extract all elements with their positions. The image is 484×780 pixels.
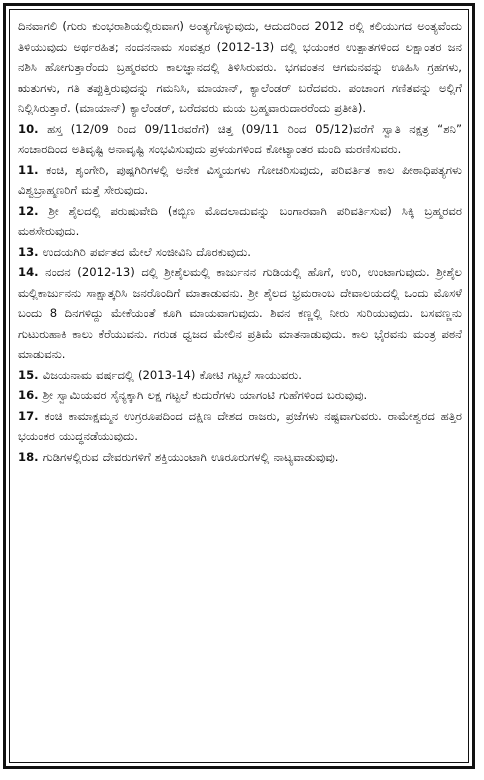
paragraph-item-12: [18, 201, 462, 242]
paragraph-text: ದಿನವಾಗಲಿ (ಗುರು ಕುಂಭರಾಶಿಯಲ್ಲಿರುವಾಗ) ಅಂತ್ಯಗೊಳ್ಳುವುದು, ಆದುದರಿಂದ 2012 ರಲ್ಲಿ ಕಲಿಯುಗದ ಅಂತ್ಯವೆಂದು ತಿಳಿಯುವುದು ಅರ್ಥರಹಿತ; ನಂದನನಾಮ ಸಂವತ್ಸರ (2012-13) ದಲ್ಲಿ ಭಯಂಕರ ಉತ್ಪಾತಗಳಿಂದ ಲಕ್ಷಾಂತರ ಜನ ನಶಿಸಿ ಹೋಗುತ್ತಾರೆಂದು ಬ್ರಹ್ಮರವರು ಕಾಲಜ್ಞಾನದಲ್ಲಿ ತಿಳಿಸಿರುವರು. ಭಗವಂತನ ಆಗಮನವನ್ನು ಊಹಿಸಿ ಗ್ರಹಗಳು, ಋತುಗಳು, ಗತಿ ತಪ್ಪುತ್ತಿರುವುದನ್ನು ಗಮನಿಸಿ, ಮಾಯಾನ್, ಕ್ಯಾಲೆಂಡರ್ ಬರೆದವರು. ಪಂಚಾಂಗ ಗಣಿತವನ್ನು ಅಲ್ಲಿಗೆ ನಿಲ್ಲಿಸಿರುತ್ತಾರೆ. (ಮಾಯಾನ್) ಕ್ಯಾಲೆಂಡರ್, ಬರೆದವರು ಮಯ ಬ್ರಹ್ಮವಾರುದಾರರೆಂದು ಪ್ರತೀತಿ).: [18, 19, 462, 115]
paragraph-item-18: [18, 447, 462, 468]
paragraph-text: ಶ್ರೀ ಶೈಲದಲ್ಲಿ ಪರುಷುವೇದಿ (ಕಬ್ಬಿಣ ಮೊದಲಾದುವನ್ನು ಬಂಗಾರವಾಗಿ ಪರಿವರ್ತಿಸುವ) ಸಿಕ್ಕಿ ಬ್ರಹ್ಮರವರ ಮಠಸೇರುವುದು.: [18, 203, 462, 238]
paragraph-text: ಉದಯಗಿರಿ ಪರ್ವತದ ಮೇಲೆ ಸಂಜೀವಿನಿ ದೊರಕುವುದು.: [42, 244, 251, 259]
item-number: 14.: [18, 265, 39, 279]
item-number: 12.: [18, 203, 39, 218]
paragraph-text: ಹಸ್ತ (12/09 ರಿಂದ 09/11ರವರೆಗೆ) ಚಿತ್ತ (09/11 ರಿಂದ 05/12)ವರೆಗೆ ಸ್ವಾತಿ ನಕ್ಷತ್ರ “ಶನಿ” ಸಂಚಾರದಿಂದ ಅತಿವೃಷ್ಟಿ ಅನಾವೃಷ್ಟಿ ಸಂಭವಿಸುವುದು ಪ್ರಳಯಗಳಿಂದ ಕೋಟ್ಯಾಂತರ ಮಂದಿ ಮರಣಿಸುವರು.: [18, 121, 462, 156]
paragraph-text: ಕಂಚಿ, ಶೃಂಗೇರಿ, ಪುಷ್ಪಗಿರಿಗಳಲ್ಲಿ ಅನೇಕ ವಿಸ್ಮಯಗಳು ಗೋಚರಿಸುವುದು, ಪರಿವರ್ತಿತ ಕಾಲ ಪೀಠಾಧಿಪತ್ಯಗಳು ವಿಶ್ವಬ್ರಾಹ್ಮಣರಿಗೆ ಮತ್ತೆ ಸೇರುವುದು.: [18, 162, 462, 197]
paragraph-text: ಗುಡಿಗಳಲ್ಲಿರುವ ದೇವರುಗಳಿಗೆ ಶಕ್ತಿಯುಂಟಾಗಿ ಊರೂರುಗಳಲ್ಲಿ ನಾಟ್ಯವಾಡುವುವು.: [42, 449, 339, 464]
item-number: 18.: [18, 449, 39, 464]
paragraph-item-15: [18, 365, 462, 386]
paragraph-text: ವಿಜಯನಾಮ ವರ್ಷದಲ್ಲಿ (2013-14) ಕೋಟಿ ಗಟ್ಟಲೆ ಸಾಯುವರು.: [42, 367, 302, 382]
item-number: 17.: [18, 408, 39, 423]
paragraph-continuation: [18, 16, 462, 119]
paragraph-item-11: [18, 160, 462, 201]
item-number: 10.: [18, 121, 39, 136]
item-number: 13.: [18, 244, 39, 259]
paragraph-item-14: [18, 262, 462, 365]
paragraph-text: ಶ್ರೀ ಸ್ವಾಮಿಯವರ ಸೈನ್ಯಕ್ಕಾಗಿ ಲಕ್ಷ ಗಟ್ಟಲೆ ಕುದುರೆಗಳು ಯಾಗಂಟಿ ಗುಹೆಗಳಿಂದ ಬರುವುವು.: [42, 388, 368, 402]
paragraph-item-10: [18, 119, 462, 160]
document-body: [18, 16, 462, 467]
paragraph-text: ನಂದನ (2012-13) ದಲ್ಲಿ ಶ್ರೀಶೈಲಮಲ್ಲಿ ಕಾರ್ಜುನನ ಗುಡಿಯಲ್ಲಿ ಹೊಗೆ, ಉರಿ, ಉಂಟಾಗುವುದು. ಶ್ರೀಶೈಲ ಮಲ್ಲಿಕಾರ್ಜುನನು ಸಾಕ್ಷಾತ್ಕರಿಸಿ ಜನರೊಂದಿಗೆ ಮಾತಾಡುವನು. ಶ್ರೀ ಶೈಲದ ಭ್ರಮರಾಂಬ ದೇವಾಲಯದಲ್ಲಿ ಒಂದು ಮೊಸಳೆ ಬಂದು 8 ದಿನಗಳಿದ್ದು ಮೇಕೆಯಂತೆ ಕೂಗಿ ಮಾಯವಾಗುವುದು. ಶಿವನ ಕಣ್ಣಲ್ಲಿ ನೀರು ಸುರಿಯುವುದು. ಬಸವಣ್ಣನು ಗುಟುರುಹಾಕಿ ಕಾಲು ಕೆರೆಯುವನು. ಗರುಡ ಧ್ವಜದ ಮೇಲಿನ ಪ್ರತಿಮೆ ಮಾತನಾಡುವುದು. ಕಾಲ ಭೈರವನು ಮಂತ್ರ ಪಠನೆ ಮಾಡುವನು.: [18, 265, 463, 361]
item-number: 11.: [18, 162, 39, 177]
item-number: 15.: [18, 367, 39, 382]
paragraph-text: ಕಂಚಿ ಕಾಮಾಕ್ಷಮ್ಮನ ಉಗ್ರರೂಪದಿಂದ ದಕ್ಷಿಣ ದೇಶದ ರಾಜರು, ಪ್ರಜೆಗಳು ನಷ್ಟವಾಗುವರು. ರಾಮೇಶ್ವರದ ಹತ್ತಿರ ಭಯಂಕರ ಯುದ್ಧನಡೆಯುವುದು.: [18, 408, 463, 443]
paragraph-item-13: [18, 242, 462, 263]
item-number: 16.: [18, 388, 39, 402]
paragraph-item-17: [18, 406, 462, 447]
paragraph-item-16: [18, 385, 462, 406]
